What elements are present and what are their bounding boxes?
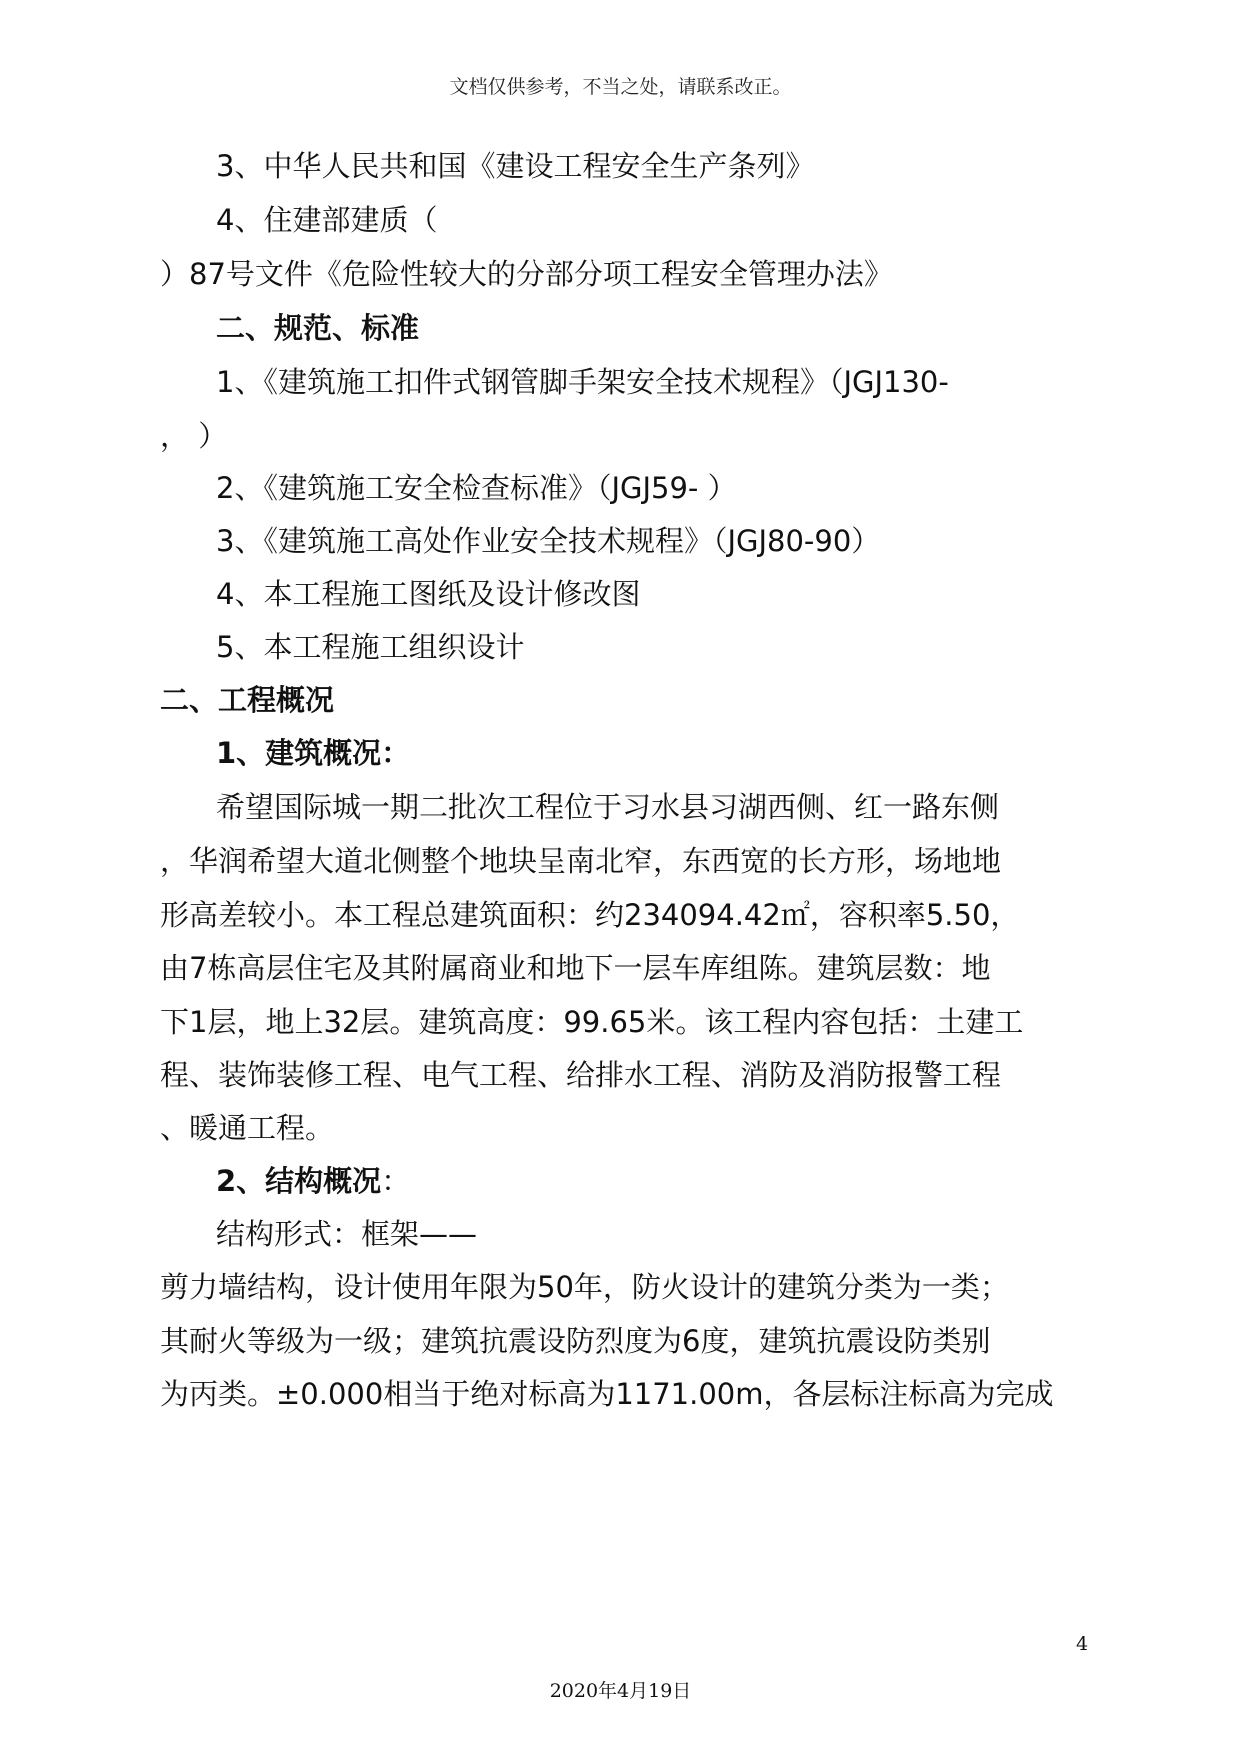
paragraph-line: ，华润希望大道北侧整个地块呈南北窄，东西宽的长方形，场地地 bbox=[160, 844, 1002, 878]
text-line: 3、中华人民共和国《建设工程安全生产条列》 bbox=[216, 149, 815, 183]
text-line: ， ） bbox=[160, 419, 228, 453]
paragraph-line: 形高差较小。本工程总建筑面积：约234094.42㎡，容积率5.50， bbox=[160, 898, 1020, 932]
subsection-heading-line bbox=[216, 1159, 410, 1200]
page-header: 文档仅供参考，不当之处，请联系改正。 bbox=[449, 76, 792, 98]
paragraph-line: 剪力墙结构，设计使用年限为50年，防火设计的建筑分类为一类； bbox=[160, 1270, 1009, 1304]
section-heading: 二、规范、标准 bbox=[216, 311, 420, 345]
text-line: 5、本工程施工组织设计 bbox=[216, 630, 525, 664]
paragraph-line: 其耐火等级为一级；建筑抗震设防烈度为6度，建筑抗震设防类别 bbox=[160, 1324, 991, 1358]
text-line: 1、《建筑施工扣件式钢管脚手架安全技术规程》（JGJ130- bbox=[216, 365, 949, 399]
text-line: 3、《建筑施工高处作业安全技术规程》（JGJ80-90） bbox=[216, 524, 881, 558]
subsection-heading: 2、结构概况 bbox=[216, 1164, 382, 1198]
paragraph-line: 、暖通工程。 bbox=[160, 1111, 335, 1145]
heading-colon: ： bbox=[381, 1164, 411, 1198]
paragraph-line: 希望国际城一期二批次工程位于习水县习湖西侧、红一路东侧 bbox=[216, 790, 1000, 824]
paragraph-line: 为丙类。±0.000相当于绝对标高为1171.00m，各层标注标高为完成 bbox=[160, 1377, 1054, 1411]
section-heading: 二、工程概况 bbox=[160, 683, 335, 717]
subsection-heading: 1、建筑概况： bbox=[216, 736, 411, 770]
text-line: 4、本工程施工图纸及设计修改图 bbox=[216, 577, 641, 611]
paragraph-line: 下1层，地上32层。建筑高度：99.65米。该工程内容包括：土建工 bbox=[160, 1005, 1024, 1039]
footer-date: 2020年4月19日 bbox=[549, 1680, 692, 1702]
text-line: 2、《建筑施工安全检查标准》（JGJ59- ） bbox=[216, 471, 737, 505]
paragraph-line: 由7栋高层住宅及其附属商业和地下一层车库组陈。建筑层数：地 bbox=[160, 951, 991, 985]
paragraph-line: 程、装饰装修工程、电气工程、给排水工程、消防及消防报警工程 bbox=[160, 1058, 1002, 1092]
paragraph-line: 结构形式：框架—— bbox=[216, 1217, 478, 1251]
text-line: ）87号文件《危险性较大的分部分项工程安全管理办法》 bbox=[160, 257, 893, 291]
page-number: 4 bbox=[1076, 1633, 1089, 1655]
text-line: 4、住建部建质（ bbox=[216, 203, 438, 237]
